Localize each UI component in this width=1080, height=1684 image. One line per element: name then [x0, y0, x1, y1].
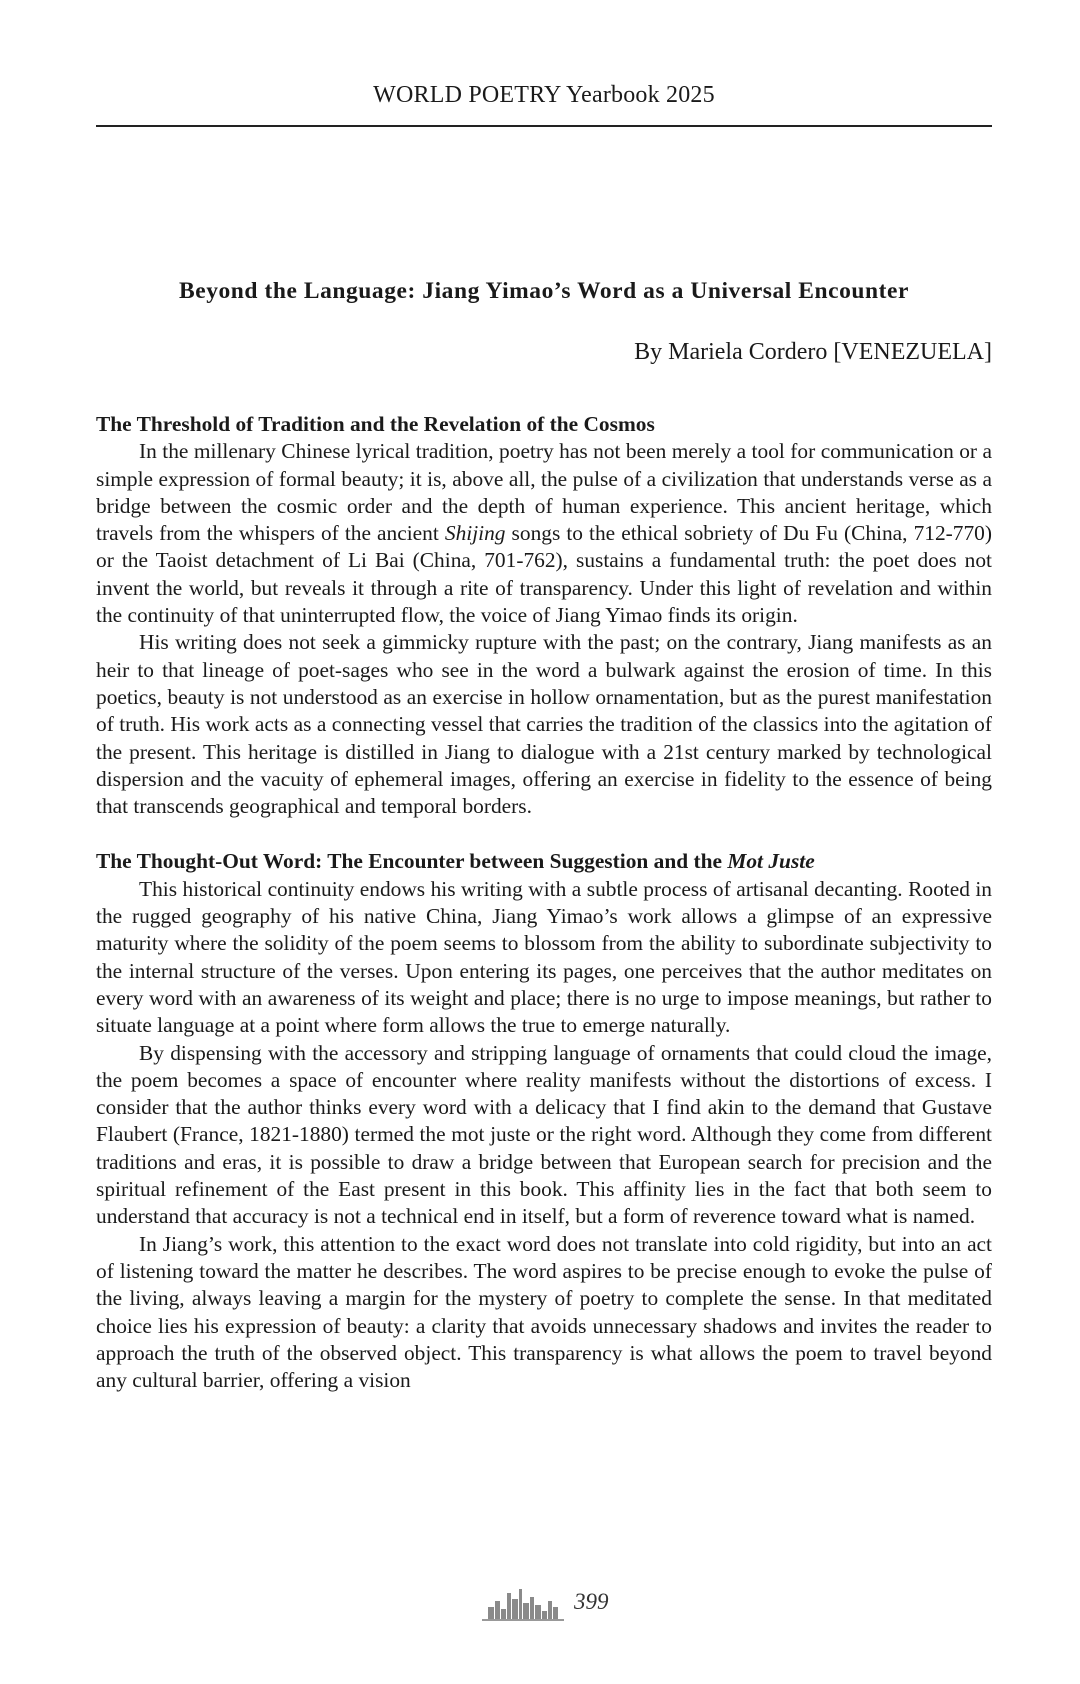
article-title: Beyond the Language: Jiang Yimao’s Word as a Universal Encounter: [178, 278, 910, 304]
article-byline: By Mariela Cordero [VENEZUELA]: [634, 339, 992, 365]
section-heading-1: The Threshold of Tradition and the Revelation of the Cosmos: [96, 412, 655, 436]
paragraph: This historical continuity endows his writing with a subtle process of artisanal decanting. Rooted in the rugged geography of his native China, Jiang Yimao’s work allows a glimpse of an expressive maturity where the solidity of the poem seems to blossom from the ability to subordinate subjectivity to the internal structure of the verses. Upon entering its pages, one perceives that the author meditates on every word with an awareness of its weight and place; there is no urge to impose meanings, but rather to situate language at a point where form allows the true to emerge naturally.: [96, 876, 992, 1038]
section-heading-2: The Thought-Out Word: The Encounter between Suggestion and the Mot Juste: [96, 849, 815, 874]
paragraph: In Jiang’s work, this attention to the exact word does not translate into cold rigidity, but into an act of listening toward the matter he describes. The word aspires to be precise enough to evoke the pulse of the living, always leaving a margin for the mystery of poetry to complete the sense. In that meditated choice lies his expression of beauty: a clarity that avoids unnecessary shadows and invites the reader to approach the truth of the observed object. This transparency is what allows the poem to travel beyond any cultural barrier, offering a vision: [96, 1231, 992, 1393]
section-gap: [96, 820, 992, 848]
city-skyline-icon: [482, 1583, 632, 1623]
page-number: 399: [574, 1589, 609, 1614]
header-rule: [96, 125, 992, 127]
running-header: WORLD POETRY Yearbook 2025: [373, 82, 715, 108]
paragraph: In the millenary Chinese lyrical tradition, poetry has not been merely a tool for communication or a simple expression of formal beauty; it is, above all, the pulse of a civilization that understands verse as a bridge between the cosmic order and the depth of human experience. This ancient heritage, which travels from the whispers of the ancient Shijing songs to the ethical sobriety of Du Fu (China, 712-770) or the Taoist detachment of Li Bai (China, 701-762), sustains a fundamental truth: the poet does not invent the world, but reveals it through a rite of transparency. Under this light of revelation and within the continuity of that uninterrupted flow, the voice of Jiang Yimao finds its origin.: [96, 439, 992, 628]
paragraph: By dispensing with the accessory and stripping language of ornaments that could cloud the image, the poem becomes a space of encounter where reality manifests without the distortions of excess. I consider that the author thinks every word with a delicacy that I find akin to the demand that Gustave Flaubert (France, 1821-1880) termed the mot juste or the right word. Although they come from different traditions and eras, it is possible to draw a bridge between that European search for precision and the spiritual refinement of the East present in this book. This affinity lies in the fact that both seem to understand that accuracy is not a technical end in itself, but a form of reverence toward what is named.: [96, 1040, 992, 1229]
italic-title: Shijing: [444, 521, 506, 546]
article-body: [96, 411, 992, 1394]
paragraph: His writing does not seek a gimmicky rupture with the past; on the contrary, Jiang manifests as an heir to that lineage of poet-sages who see in the word a bulwark against the erosion of time. In this poetics, beauty is not understood as an exercise in hollow ornamentation, but as the purest manifestation of truth. His work acts as a connecting vessel that carries the tradition of the classics into the agitation of the present. This heritage is distilled in Jiang to dialogue with a 21st century marked by technological dispersion and the vacuity of ephemeral images, offering an exercise in fidelity to the essence of being that transcends geographical and temporal borders.: [96, 630, 992, 819]
